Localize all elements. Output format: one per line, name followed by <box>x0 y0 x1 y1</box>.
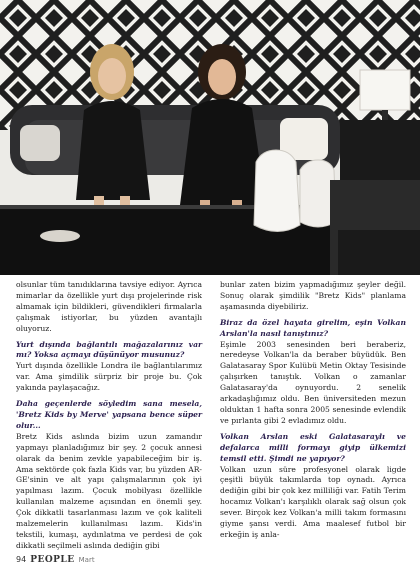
interview-question: Biraz da özel hayata girelim, eşin Volkan Arslan'la nasıl tanıştınız? <box>220 317 406 338</box>
paragraph: bunlar zaten bizim yapmadığımız şeyler değil. Sonuç olarak şimdilik "Bretz Kids" planlama aşamasında diyebiliriz. <box>220 280 406 311</box>
interview-photo <box>0 0 420 275</box>
paragraph: Eşimle 2003 senesinden beri beraberiz, neredeyse Volkan'la da beraber büyüdük. Ben Galatasaray Spor Kulübü Metin Oktay Tesisinde çalışırken tanıştık. Volkan o zamanlar Galatasaray'da oynuyordu. 2 senelik arkadaşlığımız oldu. Ben üniversiteden mezun olduktan 1 hafta sonra 2005 senesinde evlendik ve pırlanta gibi 2 evladımız oldu. <box>220 339 406 425</box>
interview-question: Yurt dışında bağlantılı mağazalarınız var mı? Yoksa açmayı düşünüyor musunuz? <box>16 339 202 360</box>
issue-month: Mart <box>78 556 95 564</box>
paragraph: Yurt dışında özellikle Londra ile bağlantılarımız var. Ama şimdilik sürpriz bir proje bu. Çok yakında paylaşacağız. <box>16 361 202 393</box>
article-column-right <box>220 280 406 552</box>
photo-illustration <box>0 0 420 275</box>
paragraph: Bretz Kids aslında bizim uzun zamandır yapmayı planladığımız bir şey. 2 çocuk annesi olarak da benim zevkle yapabileceğim bir iş. Ama sektörde çok fazla Kids var, bu yüzden AR-GE'sinin ve alt yapı çalışmalarının çok iyi yapılması lazım. Çocuk mobilyası özellikle kullanılan malzeme açısından en önemli şey. Çok dikkatli tasarlanması lazım ve çok kaliteli malzemelerin kullanılması lazım. Kids'in tekstili, kumaşı, aydınlatma ve perdesi de çok dikkatli seçilmeli aslında dediğin gibi <box>16 431 202 550</box>
article-column-left <box>16 280 202 552</box>
magazine-logo: PEOPLE <box>30 555 75 565</box>
paragraph: olsunlar tüm tanıdıklarına tavsiye ediyor. Ayrıca mimarlar da özellikle yurt dışı projelerinde risk almamak için bildikleri, güvendikleri firmalarla çalışmak istiyorlar, bu yüzden avantajlı oluyoruz. <box>16 280 202 333</box>
paragraph: Volkan uzun süre profesyonel olarak ligde çeşitli büyük takımlarda top oynadı. Ayrıca dediğin gibi bir çok kez milliliği var. Fatih Terim hocamız Volkan'ı karşılıklı olarak sağ olsun çok sever. Birçok kez Volkan'a milli takım formasını giyme şansı verdi. Ama maalesef futbol bir erkeğin iş anla- <box>220 464 406 539</box>
page-number: 94 <box>16 555 27 564</box>
interview-question: Volkan Arslan eski Galatasaraylı ve defalarca milli formayı giyip ülkemizi temsil etti. Şimdi ne yapıyor? <box>220 431 406 463</box>
page-footer <box>16 555 95 565</box>
interview-question: Daha geçenlerde söyledim sana mesela, 'Bretz Kids by Merve' yapsana bence süper olur... <box>16 399 202 430</box>
